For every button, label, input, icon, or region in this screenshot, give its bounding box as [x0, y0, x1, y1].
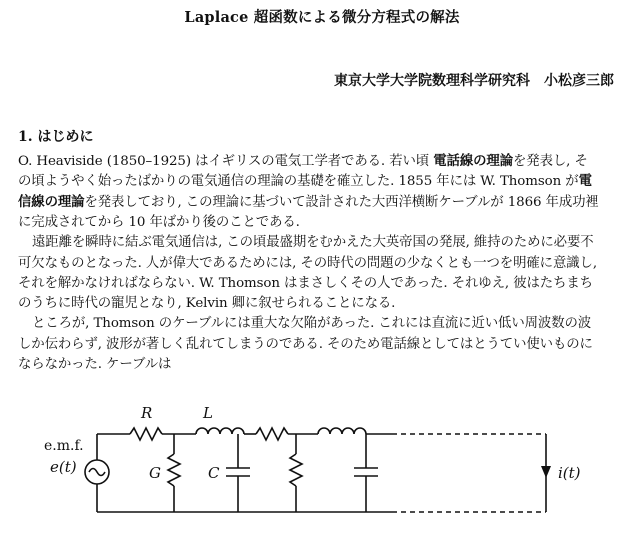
emphasis-text: 信線の理論 — [18, 193, 85, 210]
resistor-r1 — [130, 428, 162, 440]
author-affiliation: 東京大学大学院数理科学研究科 小松彦三郎 — [334, 73, 614, 89]
body-line — [18, 272, 638, 291]
resistor-g2 — [290, 454, 302, 486]
text-segment: ならなかった. ケーブルは — [18, 357, 172, 372]
text-segment: しか伝わらず, 波形が著しく乱れてしまうのである. そのため電話線としてはとうてい使いものに — [18, 336, 593, 352]
section-heading: 1. はじめに — [18, 129, 94, 145]
text-segment: のうちに時代の寵児となり, Kelvin 卿に叙せられることになる. — [18, 296, 396, 312]
inductor-l2 — [318, 428, 366, 434]
label-emf: e.m.f. — [44, 438, 84, 454]
current-arrow — [541, 466, 551, 478]
label-l: L — [203, 404, 213, 422]
text-segment: それを解かなければならない. W. Thomson はまさしくその人であった. それゆえ, 彼はたちまち — [18, 275, 593, 291]
label-r: R — [141, 404, 153, 422]
body-line — [18, 353, 638, 372]
inductor-l1 — [196, 428, 244, 434]
body-line — [18, 292, 638, 311]
body-line — [18, 150, 638, 169]
body-line — [18, 252, 638, 271]
text-segment: O. Heaviside (1850–1925) はイギリスの電気工学者である. 若い頃 — [18, 154, 434, 169]
body-line — [18, 191, 638, 210]
body-line — [18, 333, 638, 352]
paper-title: Laplace 超函数による微分方程式の解法 — [184, 9, 460, 26]
text-segment: に完成されてから 10 年ばかり後のことである. — [18, 214, 300, 230]
text-segment: を発表し, そ — [513, 154, 588, 169]
text-segment: を発表しており, この理論に基づいて設計された大西洋横断ケーブルが 1866 年成功裡 — [84, 194, 599, 210]
body-line — [18, 170, 638, 189]
text-segment: の頃ようやく始ったばかりの電気通信の理論の基礎を確立した. 1855 年には W. Thomson が — [18, 174, 579, 190]
label-current: i(t) — [558, 464, 581, 482]
label-source: e(t) — [50, 458, 77, 476]
body-line — [32, 312, 644, 331]
text-segment: 可欠なものとなった. 人が偉大であるためには, その時代の問題の少なくとも一つを明確に意識し, — [18, 255, 597, 271]
text-segment: 遠距離を瞬時に結ぶ電気通信は, この頃最盛期をむかえた大英帝国の発展, 維持のために必要不 — [32, 235, 594, 251]
emphasis-text: 電話線の理論 — [433, 153, 513, 169]
label-g: G — [149, 464, 161, 482]
text-segment: ところが, Thomson のケーブルには重大な欠陥があった. これには直流に近い低い周波数の波 — [32, 316, 592, 332]
circuit-diagram — [0, 388, 644, 542]
resistor-g1 — [168, 454, 180, 486]
body-line — [32, 231, 644, 250]
resistor-r2 — [256, 428, 288, 440]
emphasis-text: 電 — [578, 173, 592, 190]
label-c: C — [208, 464, 220, 482]
body-line — [18, 211, 638, 230]
